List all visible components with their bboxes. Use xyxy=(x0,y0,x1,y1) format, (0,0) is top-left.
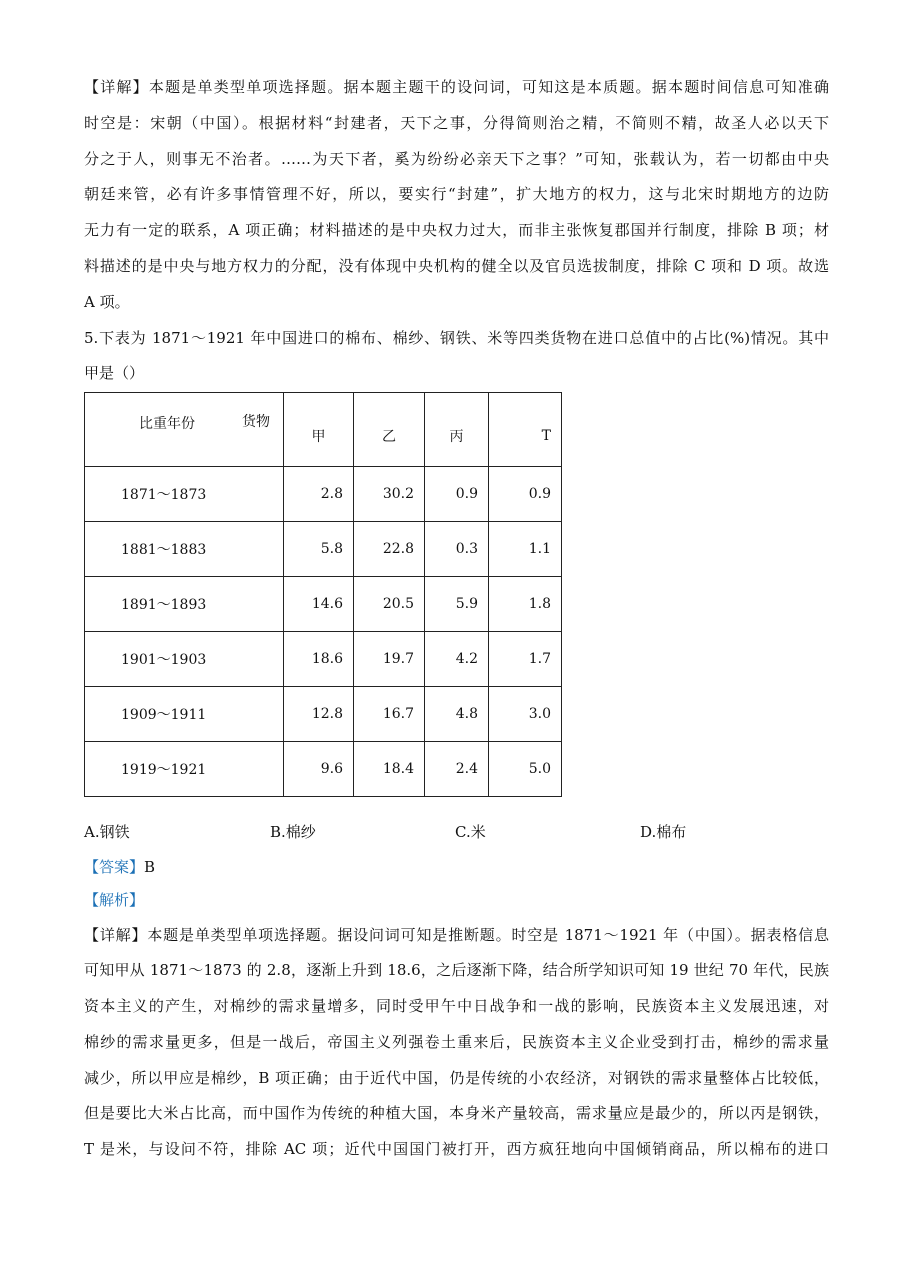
value-cell: 1.1 xyxy=(489,522,562,577)
value-cell: 19.7 xyxy=(354,632,425,687)
column-header: 丙 xyxy=(425,393,489,467)
answer-line xyxy=(84,857,829,877)
text-line: 料描述的是中央与地方权力的分配，没有体现中央机构的健全以及官员选拔制度，排除 C 项和 D 项。故选 xyxy=(84,257,829,275)
text-line: 棉纱的需求量更多，但是一战后，帝国主义列强卷土重来后，民族资本主义企业受到打击，棉纱的需求量 xyxy=(84,1033,829,1051)
value-cell: 2.8 xyxy=(284,467,354,522)
value-cell: 5.9 xyxy=(425,577,489,632)
period-cell: 1871～1873 xyxy=(85,467,284,522)
analysis-label: 【解析】 xyxy=(84,891,145,909)
column-header: 甲 xyxy=(284,393,354,467)
table-row xyxy=(85,467,562,522)
text-line: 时空是：宋朝（中国）。根据材料“封建者，天下之事，分得简则治之精，不简则不精，故圣人必以天下 xyxy=(84,114,829,132)
question-stem-line: 甲是（） xyxy=(84,364,145,382)
text-line: 朝廷来管，必有许多事情管理不好，所以，要实行“封建”，扩大地方的权力，这与北宋时期地方的边防 xyxy=(84,185,829,203)
value-cell: 4.2 xyxy=(425,632,489,687)
value-cell: 2.4 xyxy=(425,742,489,797)
row-header-label: 比重年份 xyxy=(139,416,195,432)
text-line: 无力有一定的联系，A 项正确；材料描述的是中央权力过大，而非主张恢复郡国并行制度，排除 B 项；材 xyxy=(84,221,829,239)
text-line: 【详解】本题是单类型单项选择题。据设问词可知是推断题。时空是 1871～1921 年（中国）。据表格信息 xyxy=(84,926,829,944)
period-cell: 1901～1903 xyxy=(85,632,284,687)
text-line: 减少，所以甲应是棉纱，B 项正确；由于近代中国，仍是传统的小农经济，对钢铁的需求量整体占比较低， xyxy=(84,1069,829,1087)
period-cell: 1909～1911 xyxy=(85,687,284,742)
column-header: 乙 xyxy=(354,393,425,467)
option-c: C.米 xyxy=(455,823,486,841)
text-line: 资本主义的产生，对棉纱的需求量增多，同时受甲午中日战争和一战的影响，民族资本主义发展迅速，对 xyxy=(84,997,829,1015)
answer-value: B xyxy=(144,858,156,876)
text-line: T 是米，与设问不符，排除 AC 项；近代中国国门被打开，西方疯狂地向中国倾销商品，所以棉布的进口 xyxy=(84,1140,829,1158)
value-cell: 3.0 xyxy=(489,687,562,742)
value-cell: 0.9 xyxy=(425,467,489,522)
value-cell: 5.0 xyxy=(489,742,562,797)
period-cell: 1881～1883 xyxy=(85,522,284,577)
value-cell: 4.8 xyxy=(425,687,489,742)
value-cell: 1.7 xyxy=(489,632,562,687)
value-cell: 16.7 xyxy=(354,687,425,742)
text-line: 分之于人，则事无不治者。……为天下者，奚为纷纷必亲天下之事？”可知，张载认为，若一切都由中央 xyxy=(84,150,829,168)
option-d: D.棉布 xyxy=(640,823,687,841)
option-a: A.钢铁 xyxy=(84,823,130,841)
period-cell: 1919～1921 xyxy=(85,742,284,797)
col-header-label: 货物 xyxy=(242,414,270,430)
table-row xyxy=(85,687,562,742)
period-cell: 1891～1893 xyxy=(85,577,284,632)
table-row xyxy=(85,577,562,632)
value-cell: 5.8 xyxy=(284,522,354,577)
table-header-row xyxy=(85,393,562,467)
table-row xyxy=(85,632,562,687)
value-cell: 18.6 xyxy=(284,632,354,687)
value-cell: 0.9 xyxy=(489,467,562,522)
answer-label: 【答案】 xyxy=(84,858,145,876)
text-line: 但是要比大米占比高，而中国作为传统的种植大国，本身米产量较高，需求量应是最少的，所以丙是钢铁， xyxy=(84,1104,829,1122)
value-cell: 12.8 xyxy=(284,687,354,742)
value-cell: 9.6 xyxy=(284,742,354,797)
question-stem-line: 5.下表为 1871～1921 年中国进口的棉布、棉纱、钢铁、米等四类货物在进口总值中的占比(%)情况。其中 xyxy=(84,329,829,347)
value-cell: 30.2 xyxy=(354,467,425,522)
column-header: T xyxy=(489,393,562,467)
text-line: 【详解】本题是单类型单项选择题。据本题主题干的设问词，可知这是本质题。据本题时间信息可知准确 xyxy=(84,78,829,96)
value-cell: 1.8 xyxy=(489,577,562,632)
value-cell: 18.4 xyxy=(354,742,425,797)
table-row xyxy=(85,742,562,797)
import-share-table xyxy=(84,392,562,797)
table-corner-cell xyxy=(85,393,284,467)
value-cell: 22.8 xyxy=(354,522,425,577)
value-cell: 20.5 xyxy=(354,577,425,632)
table-row xyxy=(85,522,562,577)
value-cell: 0.3 xyxy=(425,522,489,577)
text-line: 可知甲从 1871～1873 的 2.8，逐渐上升到 18.6，之后逐渐下降，结合所学知识可知 19 世纪 70 年代，民族 xyxy=(84,961,829,979)
value-cell: 14.6 xyxy=(284,577,354,632)
text-line: A 项。 xyxy=(84,293,130,311)
option-b: B.棉纱 xyxy=(270,823,316,841)
